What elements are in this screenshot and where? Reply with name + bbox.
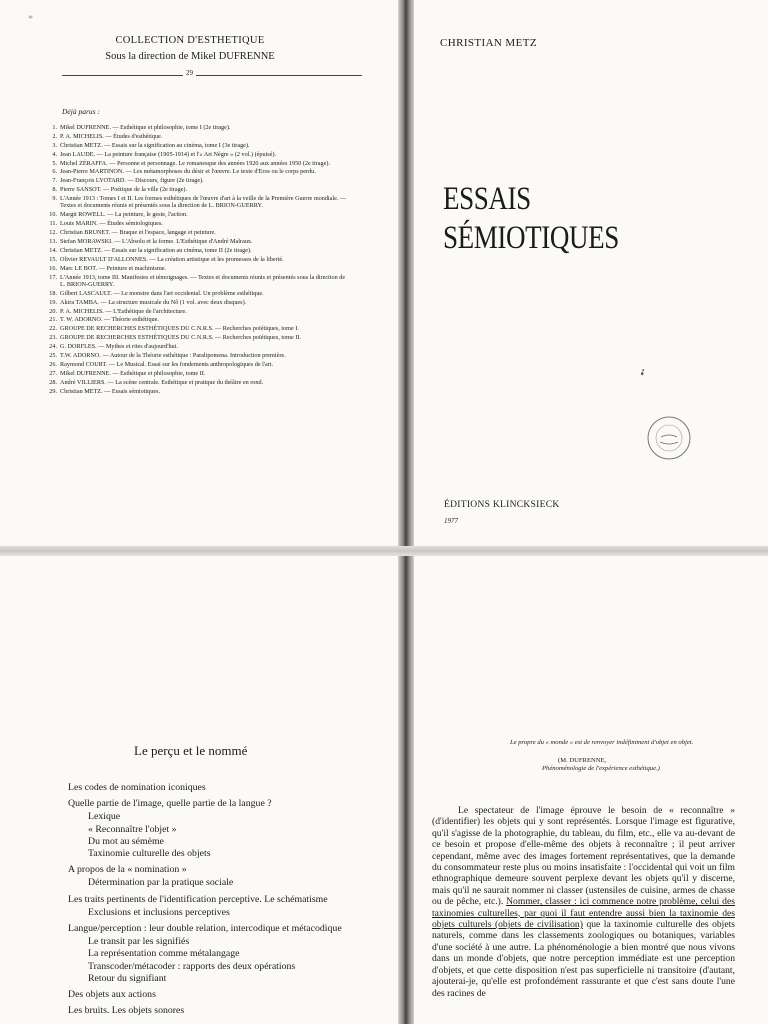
book-entry [38,195,348,210]
book-text: P. A. MICHELIS. — L'Esthétique de l'architecture. [60,307,187,315]
book-number: 9. [52,195,57,203]
book-number: 1. [52,124,57,131]
book-entry [38,186,348,193]
book-entry [38,290,348,297]
page-title-page [410,0,768,545]
book-number: 24. [49,343,57,351]
book-entry [38,379,348,386]
book-title-line-2: SÉMIOTIQUES [443,220,619,256]
page-chapter-contents [0,555,404,1024]
author-name: CHRISTIAN METZ [440,37,537,49]
book-text: Gilbert LASCAULT. — Le monstre dans l'art occidental. Un problème esthétique. [60,289,264,297]
book-number: 22. [49,325,57,333]
page-collection-list [0,0,404,545]
book-entry [38,308,348,315]
book-number: 3. [52,141,57,149]
book-text: L'Année 1913, tome III. Manifestes et témoignages. — Textes et documents réunis et présentés sous la direction de L. BRION-GUERRY. [60,273,346,288]
book-entry [38,343,348,350]
book-number: 7. [52,177,57,185]
book-text: Mikel DUFRENNE. — Esthétique et philosophie, tome I (2e tirage). [60,124,231,131]
toc-item: Les codes de nomination iconiques [68,782,206,793]
book-text: Pierre SANSOT. — Poétique de la ville (2e tirage). [60,186,188,194]
book-number: 27. [49,369,57,377]
book-text: Stefan MORAWSKI. — L'Absolu et la forme. L'Esthétique d'André Malraux. [60,237,253,245]
book-entry [38,124,348,131]
book-entry [38,160,348,167]
toc-item: Les bruits. Les objets sonores [68,1005,185,1017]
book-entry [38,325,348,332]
toc-item: Les traits pertinents de l'identification perceptive. Le schématisme [68,893,328,905]
book-text: T. W. ADORNO. — Théorie esthétique. [60,316,159,324]
book-number: 28. [49,378,57,386]
book-entry [38,265,348,272]
book-number: 29. [49,387,57,395]
book-number: 26. [49,360,57,368]
publication-year: 1977 [444,517,458,525]
book-title-line-1: ESSAIS [443,181,531,217]
book-text: GROUPE DE RECHERCHES ESTHÉTIQUES DU C.N.R.S. — Recherches poïétiques, tome II. [60,334,301,342]
book-entry [38,388,348,395]
book-text: Margit ROWELL. — La peinture, le geste, l'action. [60,211,188,219]
book-entry [38,229,348,236]
book-number: 16. [49,264,57,272]
book-text: Olivier REVAULT D'ALLONNES. — La création artistique et les promesses de la liberté. [60,255,284,263]
book-text: Jean-Pierre MARTINON. — Les métamorphoses du désir et l'œuvre. Le texte d'Eros ou le corps perdu. [60,168,316,176]
body-text-a: Le spectateur de l'image éprouve le besoin de « reconnaître » (d'identifier) les objets qui y sont représentés. Lorsque l'image est figurative, qu'il s'agisse de la photographie, du tableau, du film, etc., elle va au-devant de ce besoin et propose d'elle-même des objets à reconnaître ; il peut arriver cependant, même avec des images fortement représentatives, que la demande du consommateur reste plus ou moins insatisfaite : l'occidental qui voit un film ethnographique demeure souvent perplexe devant les objets qu'il y discerne, mais qu'il ne saurait nommer ni classer (ustensiles de cuisine, armes de chasse ou de pêche, etc.). [432,805,735,908]
book-entry [38,299,348,306]
deja-parus-label: Déjà parus : [62,107,100,116]
toc-subitem: Exclusions et inclusions perceptives [88,906,230,918]
toc-subitem: « Reconnaître l'objet » [88,823,177,835]
book-number: 19. [49,298,57,306]
book-number: 12. [49,229,57,237]
book-entry [38,238,348,245]
book-entry [38,133,348,140]
book-text: GROUPE DE RECHERCHES ESTHÉTIQUES DU C.N.R.S. — Recherches poïétiques, tome I. [60,325,299,333]
toc-item: A propos de la « nomination » [68,864,187,876]
book-entry [38,211,348,218]
toc-item: Langue/perception : leur double relation, intercodique et métacodique [68,923,342,935]
chapter-outline [68,778,368,1018]
corner-asterisk: * [28,14,33,25]
library-stamp [646,415,692,461]
ink-mark: ➶ [636,365,649,379]
book-text: Christian METZ. — Essais sur la signification au cinéma, tome II (2e tirage). [60,246,252,254]
toc-subitem: Lexique [88,811,121,823]
book-entry [38,370,348,377]
book-number: 18. [49,289,57,297]
toc-subitem: Taxinomie culturelle des objets [88,848,211,860]
epigraph-source [540,757,735,773]
book-number: 8. [52,186,57,194]
book-number: 10. [49,211,57,219]
epigraph-quote [510,739,735,747]
toc-subitem: La représentation comme métalangage [88,948,240,960]
page-chapter-text [410,555,768,1024]
book-spine-shadow [398,0,414,1024]
book-text: Jean LAUDE. — La peinture française (1905-1914) et l'« Art Nègre » (2 vol.) (épuisé). [60,150,277,158]
collection-director: Sous la direction de Mikel DUFRENNE [105,51,275,62]
book-number: 2. [52,132,57,140]
toc-subitem: Le transit par les signifiés [88,936,190,948]
book-number: 25. [49,351,57,359]
book-title [443,180,619,258]
book-text: T.W. ADORNO. — Autour de la Théorie esthétique : Paralipomena. Introduction première. [60,351,286,359]
book-text: André VILLIERS. — La scène centrale. Esthétique et pratique du théâtre en rond. [60,378,264,386]
book-text: G. DORFLES. — Mythes et rites d'aujourd'hui. [60,343,178,351]
book-entry [38,334,348,341]
book-text: Jean-François LYOTARD. — Discours, figure (2e tirage). [60,177,204,185]
book-number: 21. [49,316,57,324]
body-text-underlined: Nommer, classer : ici commence notre problème, celui des taxinomies culturelles, par quoi il faut entendre aussi bien la taxinomie des objets culturels (objets de civilisation) [432,896,735,931]
book-entry [38,168,348,175]
divider-rule [62,75,362,76]
epigraph-author: (M. DUFRENNE, [558,757,607,764]
book-entry [38,247,348,254]
book-number: 11. [49,220,57,228]
book-text: Louis MARIN. — Études sémiologiques. [60,220,163,228]
book-number: 6. [52,168,57,176]
toc-subitem: Transcoder/métacoder : rapports des deux opérations [88,960,296,972]
book-number: 20. [49,307,57,315]
toc-subitem: Détermination par la pratique sociale [88,877,234,889]
toc-subitem: Retour du signifiant [88,972,167,984]
book-text: Christian METZ. — Essais sur la signification au cinéma, tome I (3e tirage). [60,141,250,149]
book-entry [38,220,348,227]
book-number: 5. [52,159,57,167]
toc-item: Quelle partie de l'image, quelle partie de la langue ? [68,798,272,810]
body-paragraph [432,805,735,999]
book-entry [38,316,348,323]
chapter-title: Le perçu et le nommé [134,743,248,758]
book-text: Raymond COURT. — Le Musical. Essai sur les fondements anthropologiques de l'art. [60,360,274,368]
book-entry [38,352,348,359]
book-number: 15. [49,255,57,263]
book-entry [38,177,348,184]
book-text: Marc LE BOT. — Peinture et machinisme. [60,264,167,272]
collection-title: COLLECTION D'ESTHETIQUE [115,35,265,46]
book-entry [38,151,348,158]
book-entry [38,142,348,149]
book-text: Mikel DUFRENNE. — Esthétique et philosophie, tome II. [60,369,206,377]
publisher-name: ÉDITIONS KLINCKSIECK [444,500,560,510]
book-text: P. A. MICHELIS. — Études d'esthétique. [60,132,163,140]
book-text: Akira TAMBA. — La structure musicale du Nô (1 vol. avec deux disques). [60,298,247,306]
book-list [38,124,348,396]
book-entry [38,361,348,368]
book-entry [38,256,348,263]
book-text: Christian METZ. — Essais sémiotiques. [60,387,161,395]
book-number: 14. [49,246,57,254]
page-separator [0,546,768,556]
toc-item: Des objets aux actions [68,989,156,1001]
book-number: 17. [49,273,57,281]
epigraph-text: Le propre du « monde » est de renvoyer indéfiniment d'objet en objet. [510,739,694,746]
book-text: Christian BRUNET. — Braque et l'espace, langage et peinture. [60,229,216,237]
book-number: 13. [49,237,57,245]
epigraph-work: Phénoménologie de l'expérience esthétique.) [542,765,660,772]
book-entry [38,274,348,289]
book-number: 4. [52,150,57,158]
toc-subitem: Du mot au sémème [88,835,164,847]
body-text-c: que la taxinomie culturelle des objets naturels, comme dans les classements zoologiques ou botaniques, variables d'une société à une autre. La phénoménologie a bien montré que nous vivons dans un monde d'objets, que notre perception immédiate est une perception d'objets, et que cette disposition n'est pas superficielle ni transitoire (d'autant, ajouterai-je, qu'elle est profondément rassurante et que c'est sans doute l'une des racines de [432,919,735,999]
book-number: 23. [49,334,57,342]
book-text: L'Année 1913 : Tomes I et II. Les formes esthétiques de l'œuvre d'art à la veille de la Première Guerre mondiale. — Textes et documents réunis et présentés sous la direction de L. BRION-GUERRY. [60,195,347,210]
book-text: Michel ZÉRAFFA. — Personne et personnage. Le romanesque des années 1920 aux années 1950 (2e tirage). [60,159,330,167]
collection-number: 29 [183,69,196,77]
